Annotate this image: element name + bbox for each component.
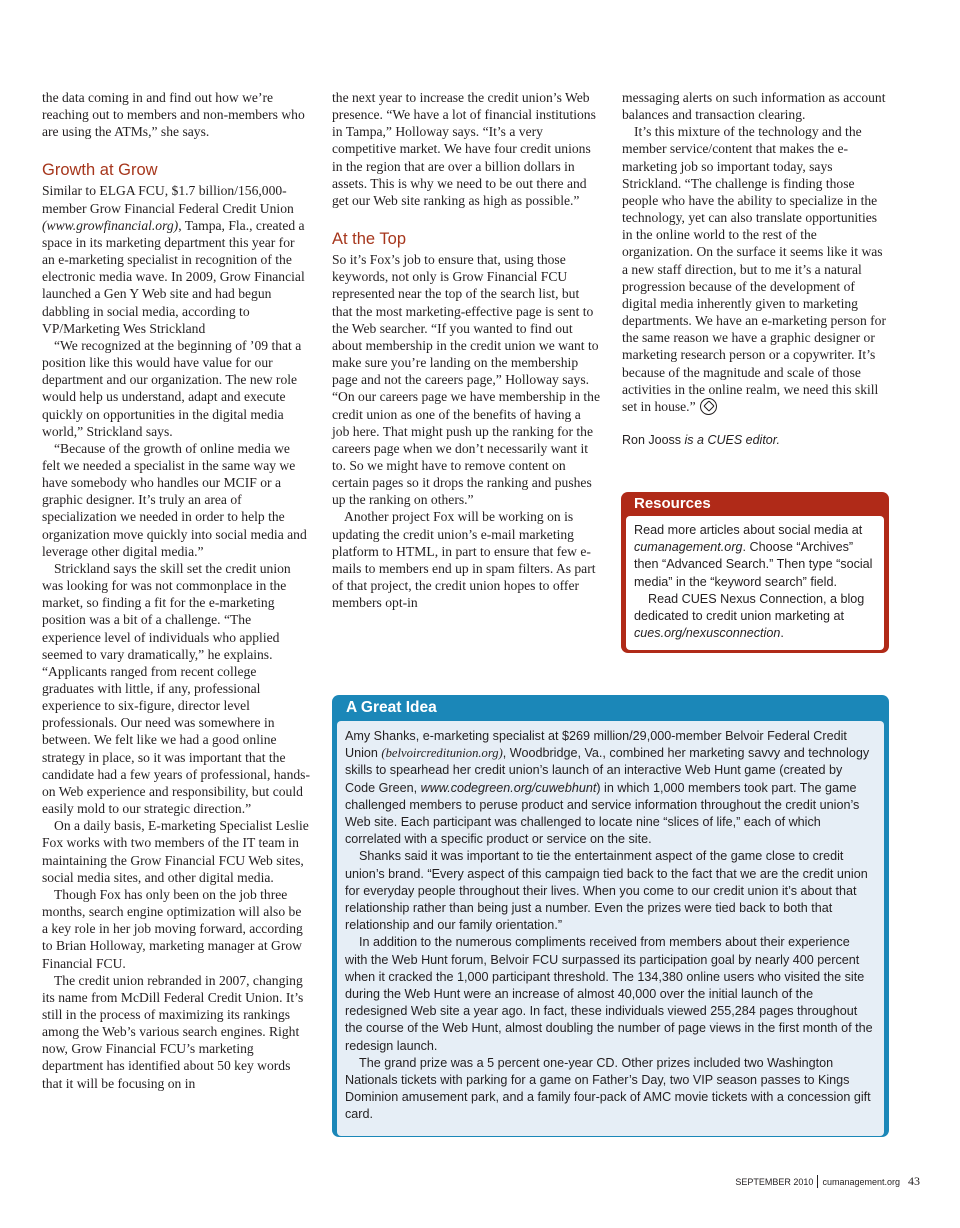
paragraph: “We recognized at the beginning of ’09 that a position like this would have value for our department and our organization. The new role would help us understand, adapt and execute quickly on opportunities in the digital media world,” Strickland says.: [42, 337, 302, 439]
section-heading-growth-at-grow: Growth at Grow: [42, 161, 158, 180]
section-heading-at-the-top: At the Top: [332, 230, 407, 249]
paragraph: messaging alerts on such information as account balances and transaction clearing.: [622, 90, 886, 123]
paragraph: Strickland says the skill set the credit union was looking for was not commonplace in the market, so finding a fit for the e-marketing position was a bit of a challenge. “The experience level of individuals who applied seemed to vary dramatically,” he explains. “Applicants ranged from recent college graduates with little, if any, professional experience to six-figure, director level professionals. Our need was somewhere in between. We felt like we had a good online strategy in place, so it was important that the candidate had a few years of professional, hands-on Web experience and responsibility, but could easily mold to our strategic direction.”: [42, 560, 310, 817]
great-idea-paragraph: [345, 728, 874, 848]
paragraph-text: .: [780, 626, 784, 641]
great-idea-paragraph: In addition to the numerous compliments received from members about their experience with the Web Hunt forum, Belvoir FCU surpassed its participation goal by nearly 400 percent when it cracked the 1,000 participant threshold. The 134,380 online users who visited the site during the Web Hunt were an increase of almost 40,000 over the initial launch of the redesigned Web site a year ago. In fact, these individuals viewed 255,284 pages throughout the course of the Web Hunt, almost doubling the number of page views in the first month of the redesign launch.: [345, 935, 873, 1053]
footer-site: cumanagement.org: [822, 1177, 900, 1187]
paragraph-text: It’s this mixture of the technology and the member service/content that makes the e-marketing job so important today, says Strickland. “The challenge is finding those people who have the ability to specialize in the technology, yet can also translate opportunities in the online world to the rest of the organization. On the surface it seems like it was a new staff direction, but to me it’s a natural progression because of the development of digital media inherently given to marketing departments. We have an e-marketing person for the same reason we have a graphic designer or marketing research person or a copywriter. It’s because of the magnitude and scale of those activities in the online realm, we need this skill set in house.”: [622, 124, 887, 414]
paragraph-text: Read CUES Nexus Connection, a blog dedicated to credit union marketing at: [634, 591, 865, 624]
paragraph: On a daily basis, E-marketing Specialist Leslie Fox works with two members of the IT team in maintaining the Grow Financial FCU Web sites, social media sites, and other digital media.: [42, 818, 309, 885]
end-mark-icon: [700, 398, 717, 415]
paragraph: “Because of the growth of online media we felt we needed a specialist in the same way we have somebody who handles our MCIF or a graphic designer. It’s truly an area of specialization we needed in order to help the organization move quickly into social media and leverage other digital media.”: [42, 440, 307, 559]
author-name: Ron Jooss: [622, 432, 685, 447]
url-text: (www.growfinancial.org): [42, 217, 179, 233]
paragraph: The credit union rebranded in 2007, changing its name from McDill Federal Credit Union. It’s still in the process of maximizing its rankings among the Web’s various search engines. Right now, Grow Financial FCU’s marketing department has identified about 50 key words that it will be focusing on in: [42, 972, 304, 1091]
paragraph: the next year to increase the credit union’s Web presence. “We have a lot of financial institutions in Tampa,” Holloway says. “It’s a very competitive market. We have four credit unions in the region that are over a billion dollars in assets. This is why we need to be out there and get our Web site ranking as high as possible.”: [332, 90, 596, 208]
page-number: 43: [908, 1174, 920, 1188]
great-idea-sidebar: [332, 695, 889, 1137]
resources-paragraph: [634, 591, 876, 643]
great-idea-paragraph: The grand prize was a 5 percent one-year CD. Other prizes included two Washington Nationals tickets with parking for a game on Father’s Day, two VIP season passes to Kings Dominion amusement park, and a family four-pack of AMC movie tickets with a concession gift card.: [345, 1055, 871, 1122]
paragraph-text: . Choose “Archives” then “Advanced Search.” Then type “social media” in the “keyword search” field.: [634, 540, 873, 589]
resources-body: [626, 516, 884, 650]
paragraph: Though Fox has only been on the job three months, search engine optimization will also be a key role in her job moving forward, according to Brian Holloway, marketing manager at Grow Financial FCU.: [42, 886, 303, 971]
paragraph-text: Amy Shanks, e-marketing specialist at $269 million/29,000-member Belvoir Federal Credit Union: [345, 729, 847, 761]
great-idea-body: [337, 721, 884, 1136]
author-byline: [622, 432, 890, 449]
url-text: (belvoircreditunion.org): [381, 746, 503, 761]
site-link[interactable]: cumanagement.org: [634, 540, 743, 555]
paragraph-text: ) in which 1,000 members took part. The game challenged members to peruse product and service information throughout the credit union’s Web site. Each participant was challenged to locate nine “slices of life,” each of which correlated with a specific product or service on the site.: [345, 780, 860, 847]
paragraph-text: , Tampa, Fla., created a space in its marketing department this year for an e-marketing specialist in recognition of the electronic media wave. In 2009, Grow Financial launched a Gen Y Web site and had begun dabbling in social media, according to VP/Marketing Wes Strickland: [42, 217, 305, 336]
paragraph: [622, 123, 890, 415]
issue-date: SEPTEMBER 2010: [735, 1177, 814, 1187]
resources-title: Resources: [634, 495, 711, 512]
great-idea-paragraph: Shanks said it was important to tie the entertainment aspect of the game close to credit union’s brand. “Every aspect of this campaign tied back to the fact that we are the credit union for everyday people throughout their lives. When you come to our credit union it’s about that relationship rather than being just a number. Even the prizes were tied back to both that relationship and our family orientation.”: [345, 849, 868, 933]
paragraph: [42, 182, 310, 336]
blog-link[interactable]: cues.org/nexusconnection: [634, 626, 781, 641]
article-column-1: [42, 89, 310, 1092]
paragraph-text: , Woodbridge, Va., combined her marketing savvy and technology skills to spearhead her credit union’s launch of an interactive Web Hunt game (created by Code Green,: [345, 746, 870, 795]
footer-divider: [817, 1175, 818, 1188]
great-idea-title: A Great Idea: [346, 699, 437, 716]
paragraph-text: Read more articles about social media at: [634, 523, 863, 537]
resources-paragraph: [634, 522, 876, 591]
url-text: www.codegreen.org/cuwebhunt: [420, 780, 597, 795]
paragraph-text: Similar to ELGA FCU, $1.7 billion/156,000-member Grow Financial Federal Credit Union: [42, 183, 294, 216]
page-footer: [690, 1174, 920, 1189]
paragraph: So it’s Fox’s job to ensure that, using those keywords, not only is Grow Financial FCU represented near the top of the search list, but that the most marketing-effective page is sent to the Web searcher. “If you wanted to find out about membership in the credit union we want to make sure you’re landing on the membership page and not the careers page,” Holloway says. “On our careers page we have membership in the credit union as one of the benefits of having a job here. That might push up the ranking for the careers page when we don’t necessarily want it to. So we might have to remove content on certain pages so it drops the ranking and pushes up the ranking on others.”: [332, 252, 600, 508]
paragraph: the data coming in and find out how we’re reaching out to members and non-members who are using the ATMs,” she says.: [42, 90, 305, 140]
resources-sidebar: [621, 492, 889, 653]
paragraph: Another project Fox will be working on is updating the credit union’s e-mail marketing platform to HTML, in part to ensure that few e-mails to members end up in spam filters. As part of that project, the credit union hopes to offer members opt-in: [332, 509, 596, 611]
author-role: is a CUES editor.: [684, 432, 780, 447]
article-column-3: [622, 89, 890, 449]
article-column-2: [332, 89, 600, 611]
